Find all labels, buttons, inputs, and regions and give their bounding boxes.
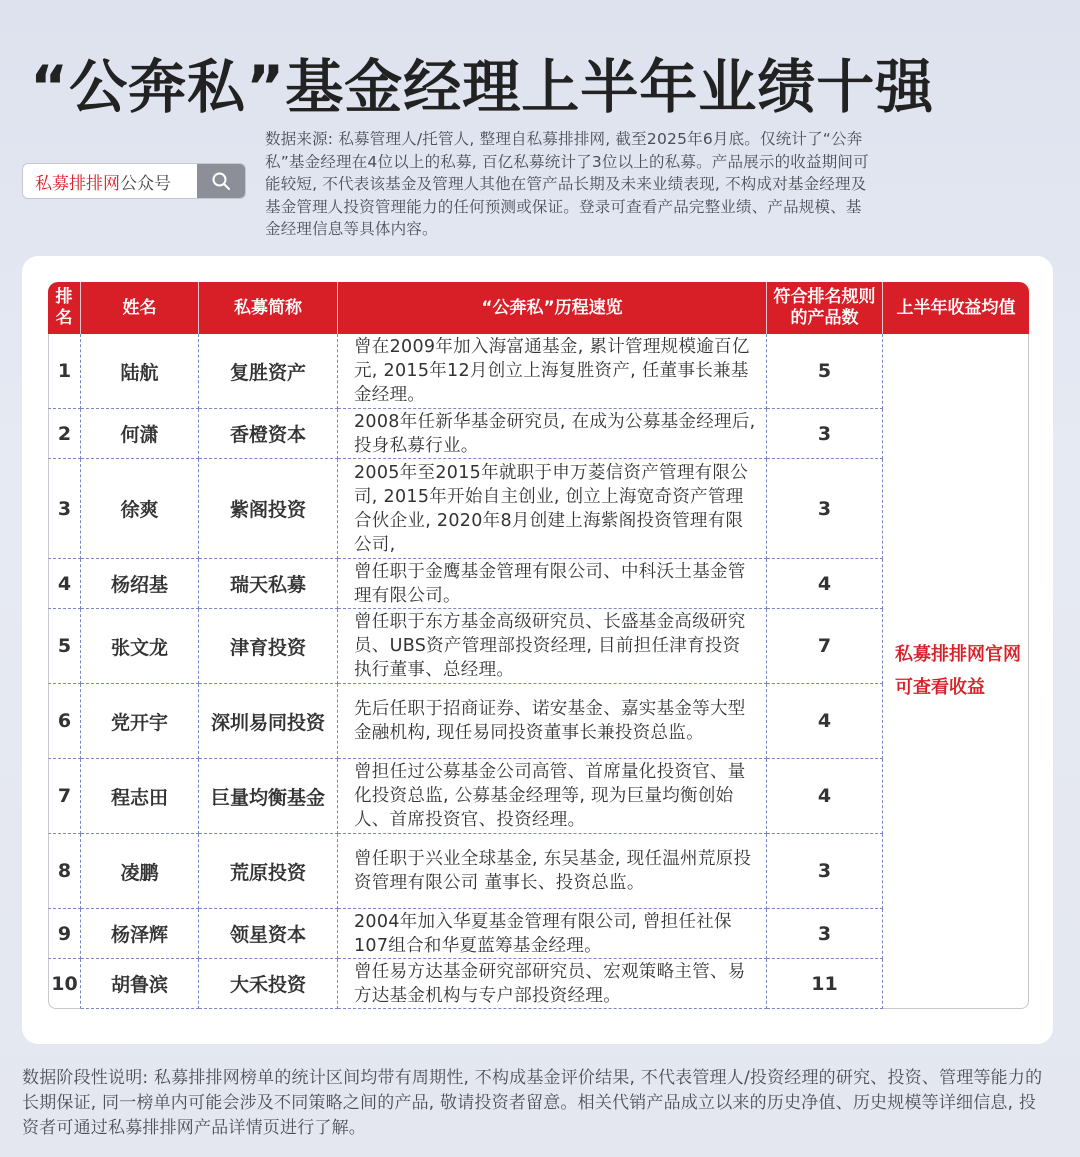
history-cell: 曾任职于东方基金高级研究员、长盛基金高级研究员、UBS资产管理部投资经理, 目前担任津育投资执行董事、总经理。 — [338, 609, 767, 684]
search-icon — [211, 171, 231, 191]
header-history: “公奔私”历程速览 — [338, 282, 767, 334]
header-rank: 排名 — [48, 282, 81, 334]
search-button[interactable] — [197, 164, 245, 198]
rank-cell: 1 — [48, 334, 81, 409]
firm-cell: 紫阁投资 — [199, 459, 338, 559]
avg-return-cell — [883, 334, 1029, 1009]
header-name: 姓名 — [81, 282, 199, 334]
rank-cell: 4 — [48, 559, 81, 609]
name-cell: 陆航 — [81, 334, 199, 409]
history-cell: 2004年加入华夏基金管理有限公司, 曾担任社保107组合和华夏蓝筹基金经理。 — [338, 909, 767, 959]
table-row — [48, 684, 1029, 759]
avg-note-line1: 私募排排网官网 — [895, 644, 1021, 665]
history-cell: 曾任职于兴业全球基金, 东吴基金, 现任温州荒原投资管理有限公司 董事长、投资总监。 — [338, 834, 767, 909]
firm-cell: 瑞天私募 — [199, 559, 338, 609]
name-cell: 胡鲁滨 — [81, 959, 199, 1009]
count-cell: 3 — [767, 459, 883, 559]
firm-cell: 领星资本 — [199, 909, 338, 959]
name-cell: 徐爽 — [81, 459, 199, 559]
count-cell: 4 — [767, 759, 883, 834]
table-row — [48, 409, 1029, 459]
history-cell: 2005年至2015年就职于申万菱信资产管理有限公司, 2015年开始自主创业, 创立上海宽奇资产管理合伙企业, 2020年8月创建上海紫阁投资管理有限公司, — [338, 459, 767, 559]
header-firm: 私募简称 — [199, 282, 338, 334]
name-cell: 何潇 — [81, 409, 199, 459]
footer-disclaimer: 数据阶段性说明: 私募排排网榜单的统计区间均带有周期性, 不构成基金评价结果, 不代表管理人/投资经理的研究、投资、管理等能力的长期保证, 同一榜单内可能会涉及不同策略之间的产品, 敬请投资者留意。相关代销产品成立以来的历史净值、历史规模等详细信息, 投资者可通过私募排排网产品详情页进行了解。 — [22, 1068, 1043, 1138]
name-cell: 杨绍基 — [81, 559, 199, 609]
rank-cell: 8 — [48, 834, 81, 909]
count-cell: 4 — [767, 684, 883, 759]
count-cell: 3 — [767, 834, 883, 909]
table-row — [48, 334, 1029, 409]
rank-cell: 9 — [48, 909, 81, 959]
firm-cell: 荒原投资 — [199, 834, 338, 909]
name-cell: 张文龙 — [81, 609, 199, 684]
count-cell: 7 — [767, 609, 883, 684]
search-label — [23, 164, 197, 198]
table-row — [48, 834, 1029, 909]
firm-cell: 大禾投资 — [199, 959, 338, 1009]
firm-cell: 深圳易同投资 — [199, 684, 338, 759]
table-row — [48, 909, 1029, 959]
firm-cell: 复胜资产 — [199, 334, 338, 409]
rank-cell: 10 — [48, 959, 81, 1009]
rank-cell: 3 — [48, 459, 81, 559]
rank-cell: 6 — [48, 684, 81, 759]
table-header-row — [48, 282, 1029, 334]
search-brand: 私募排排网 — [35, 173, 120, 194]
name-cell: 杨泽辉 — [81, 909, 199, 959]
table-row — [48, 609, 1029, 684]
header-count: 符合排名规则的产品数 — [767, 282, 883, 334]
history-cell: 曾任职于金鹰基金管理有限公司、中科沃土基金管理有限公司。 — [338, 559, 767, 609]
firm-cell: 津育投资 — [199, 609, 338, 684]
history-cell: 曾在2009年加入海富通基金, 累计管理规模逾百亿元, 2015年12月创立上海复胜资产, 任董事长兼基金经理。 — [338, 334, 767, 409]
name-cell: 程志田 — [81, 759, 199, 834]
avg-note-line2: 可查看收益 — [895, 677, 985, 698]
count-cell: 11 — [767, 959, 883, 1009]
history-cell: 曾担任过公募基金公司高管、首席量化投资官、量化投资总监, 公募基金经理等, 现为巨量均衡创始人、首席投资官、投资经理。 — [338, 759, 767, 834]
header-avg: 上半年收益均值 — [883, 282, 1029, 334]
table-row — [48, 959, 1029, 1009]
history-cell: 2008年任新华基金研究员, 在成为公募基金经理后, 投身私募行业。 — [338, 409, 767, 459]
page-title: “公奔私”基金经理上半年业绩十强 — [30, 53, 935, 121]
name-cell: 凌鹏 — [81, 834, 199, 909]
count-cell: 3 — [767, 409, 883, 459]
history-cell: 先后任职于招商证券、诺安基金、嘉实基金等大型金融机构, 现任易同投资董事长兼投资总监。 — [338, 684, 767, 759]
data-source-note: 数据来源: 私募管理人/托管人, 整理自私募排排网, 截至2025年6月底。仅统计了“公奔私”基金经理在4位以上的私募, 百亿私募统计了3位以上的私募。产品展示的收益期间可能较短, 不代表该基金及管理人其他在管产品长期及未来业绩表现, 不构成对基金经理及基金管理人投资管理能力的任何预测或保证。登录可查看产品完整业绩、产品规模、基金经理信息等具体内容。 — [265, 130, 869, 238]
search-box[interactable] — [22, 163, 246, 199]
rank-cell: 7 — [48, 759, 81, 834]
table-row — [48, 559, 1029, 609]
history-cell: 曾任易方达基金研究部研究员、宏观策略主管、易方达基金机构与专户部投资经理。 — [338, 959, 767, 1009]
name-cell: 党开宇 — [81, 684, 199, 759]
ranking-table — [48, 282, 1029, 1009]
firm-cell: 巨量均衡基金 — [199, 759, 338, 834]
firm-cell: 香橙资本 — [199, 409, 338, 459]
table-row — [48, 459, 1029, 559]
search-suffix: 公众号 — [120, 173, 171, 194]
count-cell: 4 — [767, 559, 883, 609]
table-row — [48, 759, 1029, 834]
rank-cell: 5 — [48, 609, 81, 684]
rank-cell: 2 — [48, 409, 81, 459]
count-cell: 3 — [767, 909, 883, 959]
count-cell: 5 — [767, 334, 883, 409]
